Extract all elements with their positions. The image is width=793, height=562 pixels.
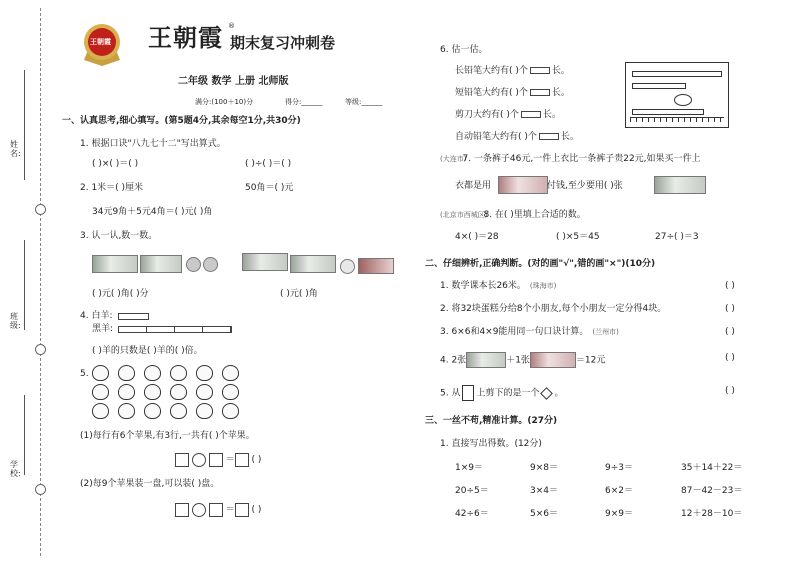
unit-paren: ( ) [251,505,262,515]
banknote-10-yuan-b [654,176,706,194]
black-sheep-bar [118,326,232,333]
judge-paren-5[interactable]: ( ) [725,386,735,396]
diamond-icon [541,387,554,400]
q7-text-2a: 衣都是用 [455,181,492,191]
coin-1 [186,257,201,272]
q6-line-2[interactable]: 短铅笔大约有( )个 长。 [455,88,570,98]
page-title: 期末复习冲刺卷 [230,34,336,52]
apple [170,365,187,381]
unit-paren: ( ) [251,455,262,465]
answer-box[interactable] [209,453,223,467]
q6-line-3[interactable]: 剪刀大约有( )个 长。 [455,110,561,120]
school-line [24,395,25,475]
calc-cell[interactable]: 5×6＝ [530,509,558,519]
binding-hole-2 [35,344,46,355]
q7-text-2b[interactable]: 付钱,至少要用( )张 [547,181,623,191]
score-info: 满分:(100＋10)分 [195,98,254,106]
apple-grid [92,365,242,421]
long-pencil [632,71,722,77]
q3-answer-b[interactable]: ( )元( )角 [280,289,318,299]
banknote-1-yuan-b [290,255,336,273]
apple [144,365,161,381]
q2-b[interactable]: 50角＝( )元 [245,183,294,193]
name-label: 姓名: [10,140,21,158]
q2-c[interactable]: 34元9角＋5元4角＝( )元( )角 [92,207,213,217]
apple [92,403,109,419]
judge-item-5: 5. 从 上剪下的是一个 。 [440,385,563,401]
answer-box[interactable] [175,453,189,467]
q2-a[interactable]: 2. 1米＝( )厘米 [80,183,144,193]
calc-cell[interactable]: 12＋28－10＝ [681,509,743,519]
banknote-1-yuan-a [242,253,288,271]
coin-2 [203,257,218,272]
section2-heading: 二、仔细辨析,正确判断。(对的画"√",错的画"×")(10分) [425,259,656,269]
q1-answer-a[interactable]: ( )×( )＝( ) [92,159,139,169]
apple [144,384,161,400]
q5-number: 5. [80,369,89,379]
q4-black-label: 黑羊: [92,324,114,334]
binding-hole-3 [35,484,46,495]
banknote-1-jiao [358,258,394,274]
section1-heading: 一、认真思考,细心填写。(第5题4分,其余每空1分,共30分) [62,116,301,126]
apple [222,403,239,419]
q5-part1: (1)每行有6个苹果,有3行,一共有( )个苹果。 [80,431,255,441]
judge-paren-4[interactable]: ( ) [725,353,735,363]
calc-cell[interactable]: 42÷6＝ [455,509,489,519]
mechanical-pencil [632,109,704,115]
apple [170,403,187,419]
q1-text: 1. 根据口诀"八九七十二"写出算式。 [80,139,226,149]
q7-text: (大连市)7. 一条裤子46元,一件上衣比一条裤子贵22元,如果买一件上 [440,154,701,164]
judge-paren-2[interactable]: ( ) [725,304,735,314]
calc-cell[interactable]: 20÷5＝ [455,486,489,496]
apple [92,384,109,400]
q3-answer-a[interactable]: ( )元( )角( )分 [92,289,149,299]
apple [196,403,213,419]
q8-a[interactable]: 4×( )＝28 [455,232,499,242]
calc-cell[interactable]: 3×4＝ [530,486,558,496]
q6-line-4[interactable]: 自动铅笔大约有( )个 长。 [455,132,579,142]
name-line [24,70,25,180]
paper-shape-icon [462,385,474,401]
calc-cell[interactable]: 9÷3＝ [605,463,633,473]
binding-line [40,8,41,556]
q6-line-1[interactable]: 长铅笔大约有( )个 长。 [455,66,570,76]
banknote-5-yuan [140,255,182,273]
apple [196,384,213,400]
ruler [630,117,724,125]
class-line [24,240,25,330]
banknote-10-yuan [92,255,138,273]
white-sheep-bar [118,313,149,320]
answer-box[interactable] [235,453,249,467]
stationery-illustration [625,62,729,128]
banknote-100-yuan [498,176,548,194]
calc-cell[interactable]: 35＋14＋22＝ [681,463,743,473]
q8-text: (北京市西城区)8. 在( )里填上合适的数。 [440,210,586,220]
apple [144,403,161,419]
operator-circle[interactable] [192,503,206,517]
apple [92,365,109,381]
q5-equation-2[interactable]: ＝ ( ) [175,502,261,517]
q6-text: 6. 估一估。 [440,45,488,55]
brand-name: 王朝霞 [148,24,223,52]
q1-answer-b[interactable]: ( )÷( )＝( ) [245,159,292,169]
answer-box[interactable] [209,503,223,517]
subtitle: 二年级 数学 上册 北师版 [178,76,289,87]
brand-logo [78,20,126,68]
apple [118,384,135,400]
q3-text: 3. 认一认,数一数。 [80,231,158,241]
judge-item-1: 1. 数学课本长26米。 (珠海市) [440,281,557,291]
answer-box[interactable] [235,503,249,517]
coin-1-yuan [340,259,355,274]
judge-item-4: 4. 2张 ＋1张 ＝12元 [440,352,605,368]
answer-box[interactable] [175,503,189,517]
calc-cell[interactable]: 1×9＝ [455,463,483,473]
q5-equation-1[interactable]: ＝ ( ) [175,452,261,467]
apple [118,403,135,419]
scissors-icon [674,94,692,106]
q4-white-label: 4. 白羊: [80,311,113,321]
judge-paren-3[interactable]: ( ) [725,327,735,337]
grade-label: 等级:______ [345,98,383,106]
apple [170,384,187,400]
q5-part2: (2)每9个苹果装一盘,可以装( )盘。 [80,479,220,489]
binding-hole-1 [35,204,46,215]
judge-paren-1[interactable]: ( ) [725,281,735,291]
apple [196,365,213,381]
apple [222,365,239,381]
school-label: 学校: [10,460,21,478]
class-label: 班级: [10,312,21,330]
judge-item-2: 2. 将32块蛋糕分给8个小朋友,每个小朋友一定分得4块。 [440,304,667,314]
apple [118,365,135,381]
section3-heading: 三、一丝不苟,精准计算。(27分) [425,416,558,426]
logo-text: 王朝霞 [90,38,111,46]
calc-cell[interactable]: 87－42－23＝ [681,486,743,496]
calc-q1: 1. 直接写出得数。(12分) [440,439,542,449]
registered-mark: ® [228,22,235,30]
apple [222,384,239,400]
short-pencil [632,83,686,89]
q4-answer[interactable]: ( )羊的只数是( )羊的( )倍。 [92,346,203,356]
calc-cell[interactable]: 9×9＝ [605,509,633,519]
score-label: 得分:______ [285,98,323,106]
judge-item-3: 3. 6×6和4×9能用同一句口诀计算。 (兰州市) [440,327,619,337]
q8-b[interactable]: ( )×5＝45 [556,232,600,242]
q8-c[interactable]: 27÷( )＝3 [655,232,699,242]
operator-circle[interactable] [192,453,206,467]
calc-cell[interactable]: 6×2＝ [605,486,633,496]
calc-cell[interactable]: 9×8＝ [530,463,558,473]
